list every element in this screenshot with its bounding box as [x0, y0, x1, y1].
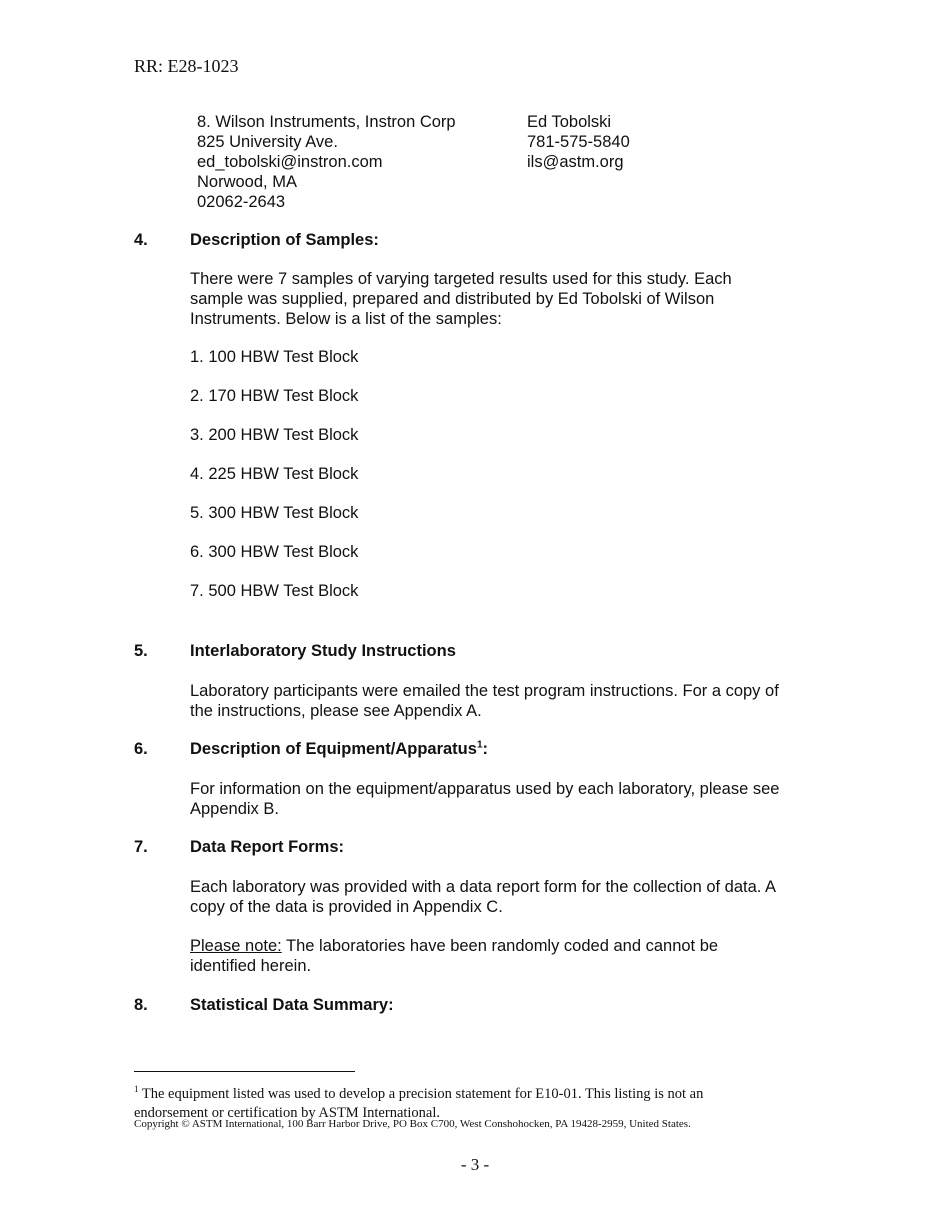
- paragraph-line: the instructions, please see Appendix A.: [190, 702, 482, 720]
- section-8-title: Statistical Data Summary:: [190, 996, 394, 1014]
- paragraph-line: For information on the equipment/apparatus used by each laboratory, please see: [190, 780, 780, 798]
- footnote-divider: [134, 1071, 355, 1072]
- copyright-notice: Copyright © ASTM International, 100 Barr Harbor Drive, PO Box C700, West Conshohocken, PA 19428-2959, United States.: [134, 1118, 691, 1130]
- contact-email: ed_tobolski@instron.com: [197, 153, 383, 171]
- sample-item: 5. 300 HBW Test Block: [190, 504, 359, 522]
- contact-phone: 781-575-5840: [527, 133, 630, 151]
- sample-item: 1. 100 HBW Test Block: [190, 348, 359, 366]
- section-4-title: Description of Samples:: [190, 231, 379, 249]
- section-5-title: Interlaboratory Study Instructions: [190, 642, 456, 660]
- section-6-number: 6.: [134, 740, 148, 758]
- page-number: - 3 -: [460, 1155, 490, 1174]
- paragraph-line: sample was supplied, prepared and distributed by Ed Tobolski of Wilson: [190, 290, 715, 308]
- section-7-title: Data Report Forms:: [190, 838, 345, 856]
- note-line-2: identified herein.: [190, 957, 312, 975]
- section-7-paragraph: [190, 877, 776, 917]
- paragraph-line: There were 7 samples of varying targeted results used for this study. Each: [190, 270, 732, 288]
- footnote-marker: 1: [134, 1084, 139, 1094]
- paragraph-line: copy of the data is provided in Appendix C.: [190, 898, 503, 916]
- report-id: RR: E28-1023: [134, 56, 239, 76]
- contact-right: [527, 112, 630, 172]
- section-6-title: Description of Equipment/Apparatus: [190, 740, 477, 758]
- paragraph-line: Laboratory participants were emailed the test program instructions. For a copy of: [190, 682, 779, 700]
- section-7-note: [190, 936, 718, 976]
- sample-item: 7. 500 HBW Test Block: [190, 582, 359, 600]
- paragraph-line: Instruments. Below is a list of the samples:: [190, 310, 502, 328]
- section-5-number: 5.: [134, 642, 148, 660]
- sample-item: 2. 170 HBW Test Block: [190, 387, 359, 405]
- sample-item: 4. 225 HBW Test Block: [190, 465, 359, 483]
- footnote-ref: 1: [476, 739, 483, 751]
- sample-item: 6. 300 HBW Test Block: [190, 543, 359, 561]
- contact-city: Norwood, MA: [197, 173, 297, 191]
- footnote-line-1: The equipment listed was used to develop a precision statement for E10-01. This listing is not an: [138, 1085, 704, 1102]
- contact-org: 8. Wilson Instruments, Instron Corp: [197, 113, 456, 131]
- contact-zip: 02062-2643: [197, 193, 286, 211]
- section-4-paragraph: [190, 269, 732, 329]
- section-8-number: 8.: [134, 996, 148, 1014]
- section-6-heading: [190, 739, 488, 759]
- note-text: The laboratories have been randomly coded and cannot be: [281, 937, 719, 955]
- section-5-paragraph: [190, 681, 779, 721]
- section-6-title-end: :: [482, 740, 488, 758]
- section-4-number: 4.: [134, 231, 148, 249]
- footnote-line-2: endorsement or certification by ASTM International.: [134, 1104, 441, 1121]
- section-7-number: 7.: [134, 838, 148, 856]
- paragraph-line: Appendix B.: [190, 800, 279, 818]
- sample-item: 3. 200 HBW Test Block: [190, 426, 359, 444]
- section-6-paragraph: [190, 779, 779, 819]
- contact-left: [197, 112, 456, 212]
- contact-street: 825 University Ave.: [197, 133, 338, 151]
- paragraph-line: Each laboratory was provided with a data report form for the collection of data. A: [190, 878, 777, 896]
- contact-name: Ed Tobolski: [527, 113, 612, 131]
- contact-ils-email: ils@astm.org: [527, 153, 624, 171]
- note-label: Please note:: [190, 937, 282, 955]
